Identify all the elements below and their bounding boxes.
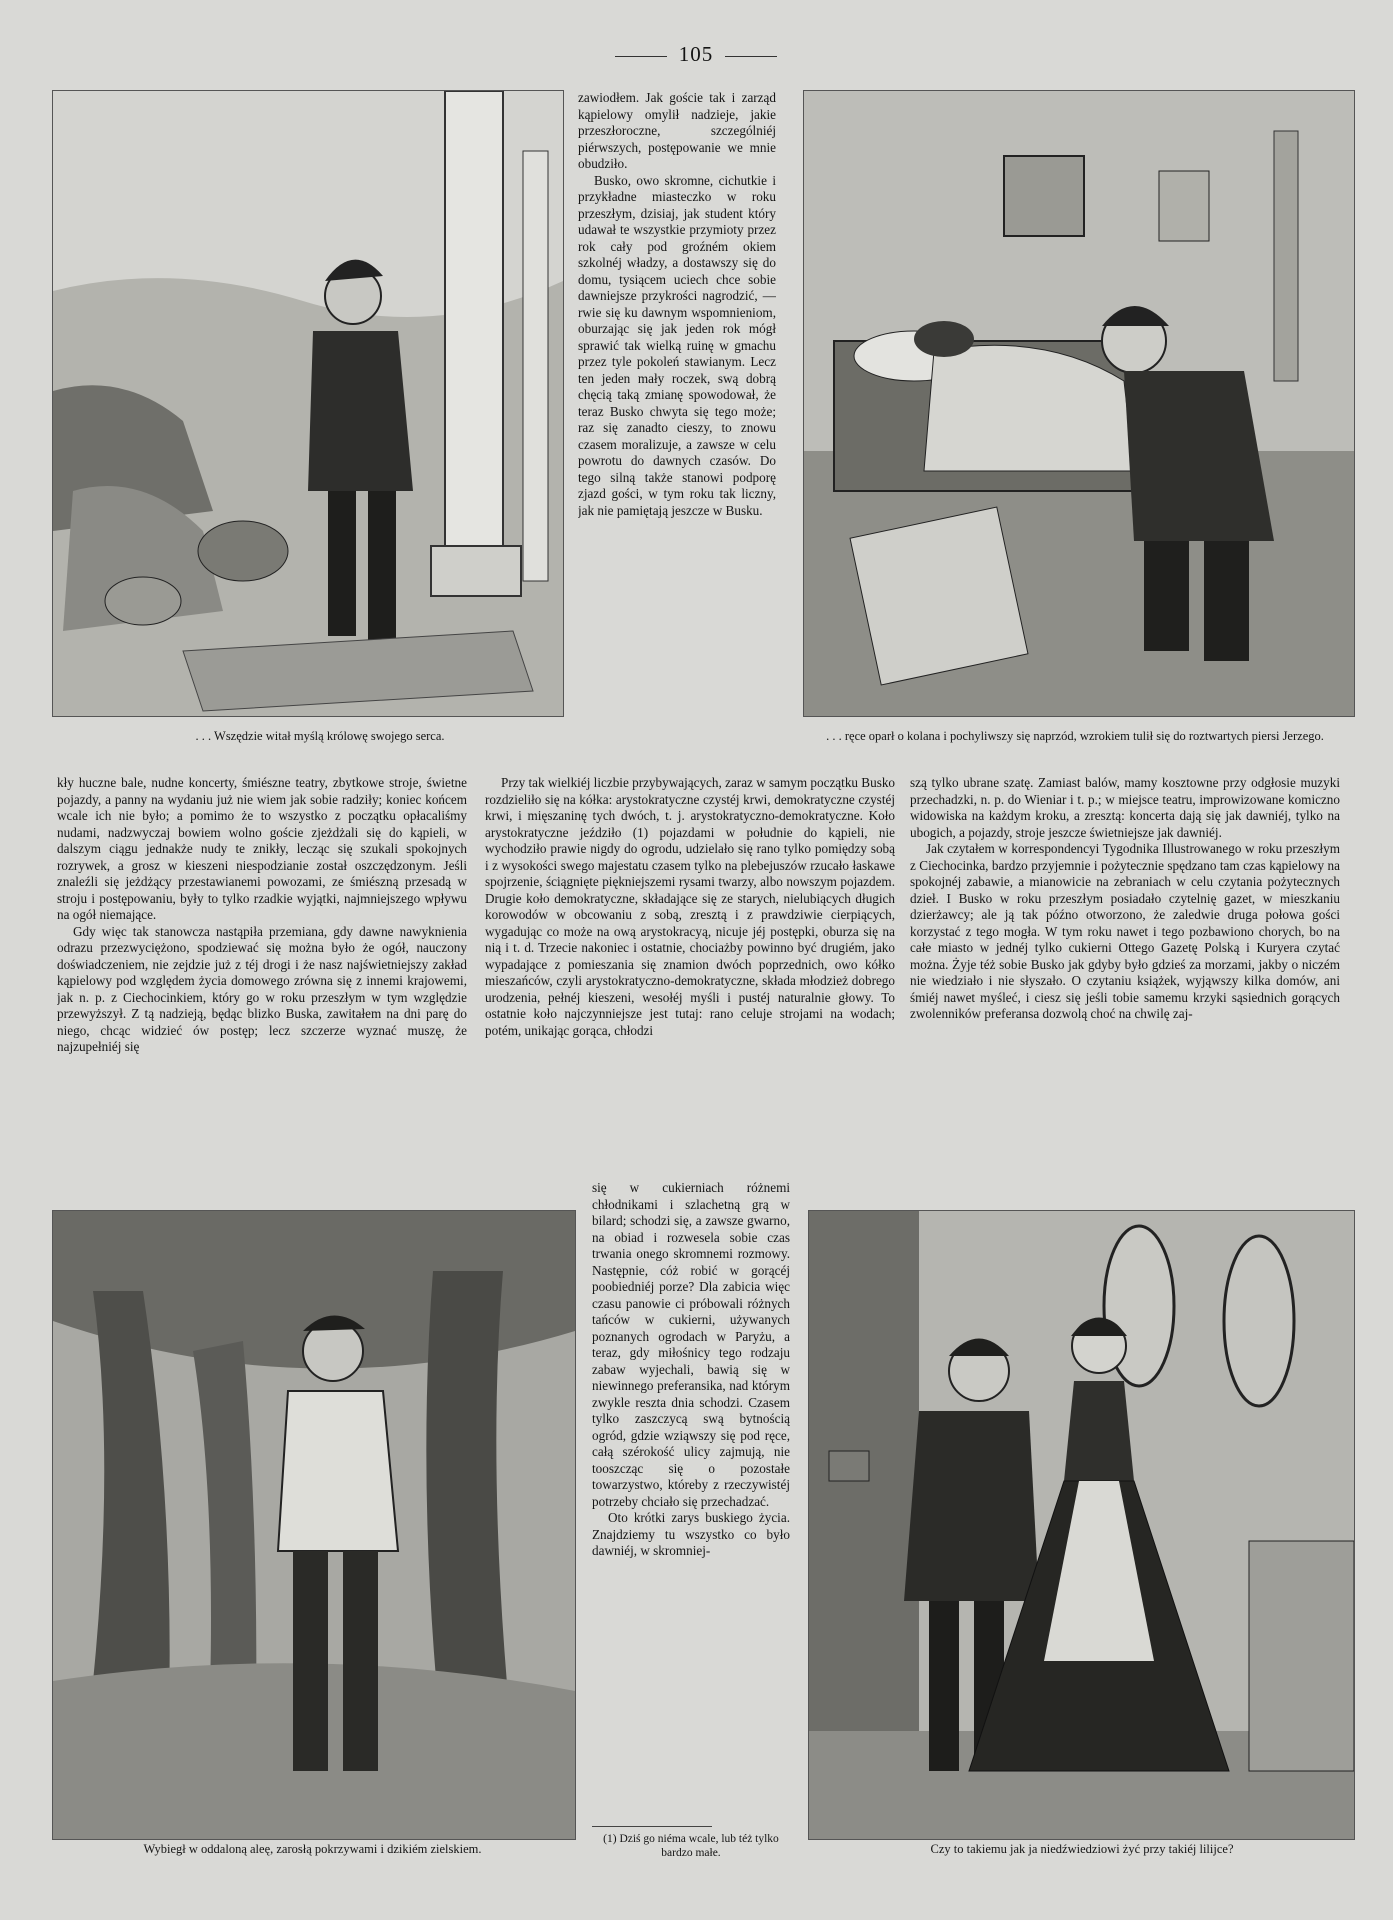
paragraph: Busko, owo skromne, cichutkie i przykładne miasteczko w roku przeszłym, dzisiaj, jak student który udawał te wszystkie przymioty przez rok cały pod groźném okiem szkolnéj władzy, a dostawszy się do domu, tysiącem uciech chce sobie dawniejsze przykrości nagrodzić, — rwie się ku dawnym wspomnieniom, oburzając się jak jeden rok mógł sprawić tak wielką ruinę w gmachu przez tyle pokoleń stawianym. Lecz ten jeden mały roczek, swą dobrą chęcią taką zmianę spowodował, że teraz Busko chwyta się tego może; raz się zanadto cieszy, to znowu czasem moralizuje, a zawsze w celu powrotu do dawnych czasów. Do tego silną także stanowi podporę zjazd gości, w tym roku tak liczny, jak nie pamiętają jeszcze w Busku.: [578, 172, 776, 518]
page-number: 105: [596, 42, 796, 67]
paragraph: kły huczne bale, nudne koncerty, śmiészne teatry, zbytkowe stroje, świetne pojazdy, a panny na wydaniu już nie wiem jak sobie radziły; koniec końcem wcale ich nie było; a pomimo że to wszystko z początku opłacaliśmy nudami, nadzwyczaj bowiem wolno goście zjeżdżali się do kąpieli, w dalszym ciągu jednakże nudy te znikły, lecząc się szukali spokojnych rozrywek, a grosz w kieszeni niespodzianie został oszczędzonym. Jeśli znaleźli się jeżdżący przestawianemi powozami, ze śmiészną przesadą w stroju i postępowaniu, były to tylko rzadkie wyjątki, najmniejszego wpływu na ogół niemające.: [57, 775, 467, 922]
column-left-middle: [57, 775, 467, 1180]
column-center-top: [578, 90, 776, 760]
engraving-4: [809, 1211, 1354, 1839]
engraving-1: [53, 91, 563, 716]
paragraph: Przy tak wielkiéj liczbie przybywających, zaraz w samym początku Busko rozdzieliło się na kółka: arystokratyczne czystéj krwi, demokratyczne czystéj krwi, i mięszaninę tych dwóch, t. j. arystokratyczno-demokratyczne. Koło arystokratyczne jeździło (1) pojazdami w południe do kąpieli, nie wychodziło prawie nigdy do ogrodu, udzielało się rano tylko pomiędzy sobą i z wysokości swego majestatu czasem tylko na plebejuszów rzucało łaskawe spojrzenie, ściągnięte piękniejszemi rysami twarzy, albo nowszym pojazdem. Drugie koło demokratyczne, składające się ze starych, nielubiących długich korowodów w obcowaniu z sobą, zresztą i z prawdziwie cierpiących, wygadując co może na ową arystokracyą, nicuje jéj postępki, oburza się na nią i t. d. Trzecie nakoniec i ostatnie, chociażby powinno być drugiém, jako wypadające z pomieszania się znamion dwóch poprzednich, owo kółko mieszańców, czyli arystokratyczno-demokratyczne, składa młodzież dobrego urodzenia, pełnéj kieszeni, wesołéj myśli i pustéj naturalnie głowy. To ostatnie koło najczynniejsze jest tutaj: rano celuje strojami na wodach; potém, unikając gorąca, chłodzi: [485, 775, 895, 1038]
illustration-man-in-forest: [52, 1210, 576, 1840]
illustration-couple-parlour: [808, 1210, 1355, 1840]
illustration-bedside: [803, 90, 1355, 717]
paragraph: się w cukierniach różnemi chłodnikami i szlachetną grą w bilard; schodzi się, a zawsze gwarno, na obiad i rozwesela sobie czas trwania onego skromnemi rozmowy. Następnie, cóż robić w gorącéj poobiedniéj porze? Dla zabicia więc czasu panowie ci próbowali różnych tańców w cukierni, używanych poznanych ogrodach w Paryżu, a teraz, gdy miłośnicy tego rodzaju zabaw wyjechali, bawią się w niewinnego preferansika, nad którym zwykle reszta dnia schodzi. Czasem tylko zaszczycą swą bytnością ogród, gdzie wziąwszy się pod ręce, całą szérokość ulicy zajmują, nie tooszcząc się o pozostałe towarzystwo, któreby z rzeczywistéj potrzeby chciało się przechadzać.: [592, 1180, 790, 1509]
illustration-man-with-dogs: [52, 90, 564, 717]
paragraph: Oto krótki zarys buskiego życia. Znajdziemy tu wszystko co było dawniéj, w skromniej-: [592, 1510, 790, 1558]
column-center-bottom: [592, 1180, 790, 1780]
engraving-3: [53, 1211, 575, 1839]
footnote-rule: [592, 1826, 712, 1827]
caption-2: . . . ręce oparł o kolana i pochyliwszy się naprzód, wzrokiem tulił się do roztwartych piersi Jerzego.: [826, 729, 1324, 743]
paragraph: zawiodłem. Jak goście tak i zarząd kąpielowy omylił nadzieje, jakie przeszłoroczne, szczególniéj piérwszych, postępowanie we mnie obudziło.: [578, 90, 776, 171]
footnote: (1) Dziś go niéma wcale, lub téż tylko bardzo małe.: [603, 1833, 779, 1859]
engraving-2: [804, 91, 1354, 716]
column-right-middle: [910, 775, 1340, 1180]
caption-3: Wybiegł w oddaloną aleę, zarosłą pokrzywami i dzikiém zielskiem.: [143, 1842, 482, 1856]
paragraph: Gdy więc tak stanowcza nastąpiła przemiana, gdy dawne nawyknienia odrazu przezwyciężono, spodziewać się można było że ogół, nauczony doświadczeniem, nie zejdzie już z téj drogi i że nasz najświetniejszy zakład kąpielowy pod względem życia domowego zrówna się z innemi krajowemi, jak n. p. z Ciechocinkiem, który go w roku przeszłym w tym względzie przewyższył. Z tą nadzieją, będąc blizko Buska, zawitałem na dni parę do niego, chcąc widzieć ów postęp; lecz szczerze wyznać muszę, że najzupełniéj się: [57, 923, 467, 1054]
caption-4: Czy to takiemu jak ja niedźwiedziowi żyć przy takiéj lilijce?: [930, 1842, 1234, 1856]
caption-1: . . . Wszędzie witał myślą królowę swojego serca.: [195, 729, 445, 743]
column-center-middle: [485, 775, 895, 1180]
paragraph: Jak czytałem w korrespondencyi Tygodnika Illustrowanego w roku przeszłym z Ciechocinka, bardzo przyjemnie i pożytecznie spędzano tam czas kąpielowy na spokojnéj zabawie, a mianowicie na zebraniach w celu czytania pożytecznych dzieł. I Busko w roku przeszłym posiadało czytelnię gazet, w mieszkaniu dzierżawcy; ale ją tak późno otworzono, że zaledwie druga połowa gości korzystać z tego mogła. W tym roku nawet i tego pozbawiono chorych, bo na całe miasto w jednéj tylko cukierni Ottego Gazetę Polską i Kuryera czytać można. Żyje téż sobie Busko jak gdyby było gdzieś za morzami, jakby o niczém nie wiedziało i nie słyszało. O czytaniu książek, wyjąwszy kilka domów, ani śmiéj nawet myśleć, i ciesz się jeśli tobie samemu krzyki sąsiednich gorących zwolenników preferansa dozwolą choć na chwilę zaj-: [910, 841, 1340, 1021]
paragraph: szą tylko ubrane szatę. Zamiast balów, mamy kosztowne przy odgłosie muzyki przechadzki, n. p. do Wieniar i t. p.; w miejsce teatru, improwizowane komiczno widowiska na każdym kroku, a zresztą: koncerta dają się jak dawniéj, tylko na ubogich, a pojazdy, stroje jeszcze świetniejsze jak dawniéj.: [910, 775, 1340, 840]
